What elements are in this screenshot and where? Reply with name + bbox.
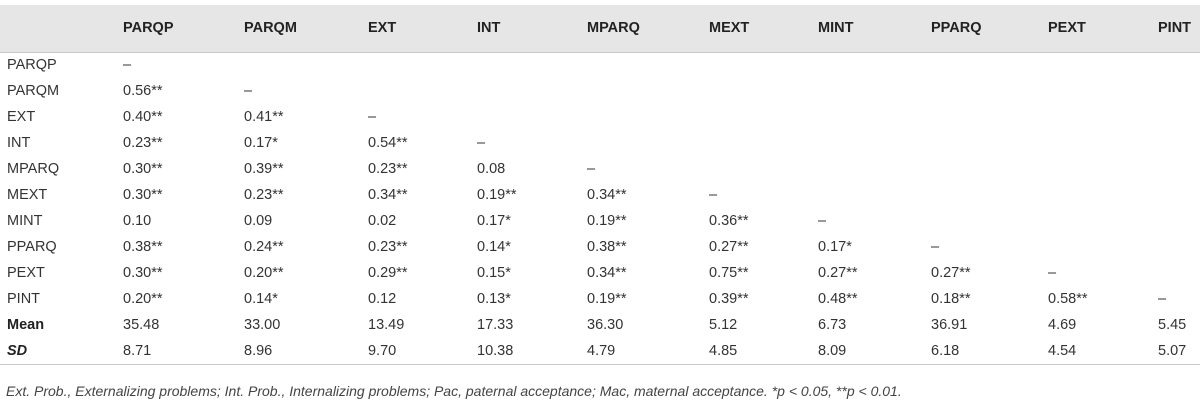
table-cell — [471, 104, 581, 130]
table-cell: 0.19** — [587, 213, 627, 229]
table-cell: 5.12 — [709, 317, 738, 333]
table-cell: – — [931, 239, 940, 255]
table-cell: 0.30** — [123, 187, 163, 203]
table-cell: 0.14* — [244, 291, 278, 307]
table-cell: – — [1158, 291, 1167, 307]
table-cell: 0.17* — [477, 213, 511, 229]
table-cell: 0.34** — [587, 265, 627, 281]
row-label: PARQP — [7, 57, 57, 74]
row-label: PINT — [7, 291, 41, 307]
table-cell — [1042, 104, 1152, 130]
table-cell: 0.10 — [123, 213, 152, 229]
mean-row — [0, 312, 1200, 338]
table-cell: 0.58** — [1048, 291, 1088, 307]
table-cell — [812, 182, 925, 208]
row-label: MINT — [7, 213, 43, 229]
table-cell: 4.85 — [703, 338, 812, 364]
row-label: PARQM — [7, 83, 60, 99]
table-cell: – — [477, 135, 486, 151]
table-cell — [1042, 156, 1152, 182]
table-cell: 0.36** — [709, 213, 749, 229]
column-header: EXT — [362, 5, 471, 52]
column-header: PARQP — [117, 5, 238, 52]
table-cell: 0.38** — [587, 239, 627, 255]
table-cell: 0.56** — [123, 83, 163, 99]
table-cell: 0.34** — [368, 187, 408, 203]
table-cell — [703, 78, 812, 104]
table-cell: 13.49 — [368, 317, 405, 333]
table-cell: – — [587, 161, 596, 177]
table-cell: 0.29** — [368, 265, 408, 281]
table-body — [0, 52, 1200, 364]
table-cell — [1042, 208, 1152, 234]
table-cell: 0.23** — [244, 187, 284, 203]
table-cell: 6.73 — [818, 317, 847, 333]
table-cell — [1042, 234, 1152, 260]
row-label: EXT — [7, 109, 36, 125]
table-cell: 0.02 — [368, 213, 397, 229]
table-cell: 17.33 — [477, 317, 514, 333]
table-cell: 0.27** — [818, 265, 858, 281]
table-cell — [925, 182, 1042, 208]
column-header: MINT — [812, 5, 925, 52]
row-label: PEXT — [7, 265, 45, 281]
table-cell — [1042, 52, 1152, 78]
table-cell — [1152, 78, 1200, 104]
table-cell — [925, 130, 1042, 156]
table-cell — [1152, 156, 1200, 182]
table-cell — [471, 78, 581, 104]
row-label: MPARQ — [7, 161, 60, 177]
table-row — [0, 234, 1200, 260]
table-cell — [1152, 182, 1200, 208]
table-cell — [812, 156, 925, 182]
table-cell: 0.24** — [244, 239, 284, 255]
table-cell: 0.17* — [818, 239, 852, 255]
row-label: PPARQ — [7, 239, 57, 255]
table-cell: 33.00 — [244, 317, 281, 333]
table-cell — [812, 78, 925, 104]
table-cell — [925, 52, 1042, 78]
row-label: SD — [0, 338, 117, 364]
table-cell: 4.54 — [1042, 338, 1152, 364]
table-cell: 0.39** — [244, 161, 284, 177]
table-row — [0, 156, 1200, 182]
table-cell — [925, 156, 1042, 182]
table-footnote: Ext. Prob., Externalizing problems; Int. Prob., Internalizing problems; Pac, paternal acceptance; Mac, maternal acceptance. *p < 0.05, **p < 0.01. — [6, 383, 902, 399]
row-label: MEXT — [7, 187, 48, 203]
table-cell — [703, 52, 812, 78]
table-cell — [812, 130, 925, 156]
table-cell: 0.18** — [931, 291, 971, 307]
table-cell — [1042, 130, 1152, 156]
table-row — [0, 78, 1200, 104]
table-cell — [1152, 130, 1200, 156]
table-cell: 6.18 — [925, 338, 1042, 364]
table-cell: 5.07 — [1152, 338, 1200, 364]
table-cell: 0.48** — [818, 291, 858, 307]
column-header: INT — [471, 5, 581, 52]
table-cell — [925, 104, 1042, 130]
table-cell: 0.23** — [368, 239, 408, 255]
correlation-table-container — [0, 5, 1200, 365]
table-cell: 8.96 — [238, 338, 362, 364]
table-cell: 0.23** — [123, 135, 163, 151]
correlation-table — [0, 5, 1200, 365]
table-cell: 8.71 — [117, 338, 238, 364]
table-cell: – — [1048, 265, 1057, 281]
table-cell: – — [818, 213, 827, 229]
table-row — [0, 130, 1200, 156]
table-cell: 0.13* — [477, 291, 511, 307]
table-cell — [238, 52, 362, 78]
table-row — [0, 286, 1200, 312]
table-cell — [925, 78, 1042, 104]
table-cell — [1152, 260, 1200, 286]
table-row — [0, 208, 1200, 234]
table-cell: 0.09 — [244, 213, 273, 229]
table-cell: 0.19** — [587, 291, 627, 307]
table-cell: – — [368, 109, 377, 125]
table-header-row — [0, 5, 1200, 52]
table-cell: – — [123, 57, 132, 74]
table-cell — [812, 52, 925, 78]
table-cell — [703, 130, 812, 156]
table-cell: 0.54** — [368, 135, 408, 151]
table-cell — [471, 52, 581, 78]
table-cell — [1042, 182, 1152, 208]
table-cell: 0.12 — [368, 291, 397, 307]
table-cell — [362, 52, 471, 78]
table-cell — [581, 104, 703, 130]
table-cell: 36.30 — [587, 317, 624, 333]
row-label: INT — [7, 135, 31, 151]
table-cell: 36.91 — [931, 317, 968, 333]
table-cell: 0.75** — [709, 265, 749, 281]
table-cell: 0.20** — [244, 265, 284, 281]
table-row — [0, 52, 1200, 78]
table-cell: 0.30** — [123, 265, 163, 281]
table-cell — [812, 104, 925, 130]
table-cell: 0.40** — [123, 109, 163, 125]
table-cell — [1152, 234, 1200, 260]
table-cell — [1152, 52, 1200, 78]
header-corner-cell — [0, 5, 117, 52]
table-cell: 0.14* — [477, 239, 511, 255]
table-cell: 0.08 — [477, 161, 506, 177]
column-header: MPARQ — [581, 5, 703, 52]
table-cell — [925, 208, 1042, 234]
table-cell — [1042, 78, 1152, 104]
column-header: PINT — [1152, 5, 1200, 52]
table-cell — [581, 130, 703, 156]
table-cell: 35.48 — [123, 317, 160, 333]
column-header: PEXT — [1042, 5, 1152, 52]
table-cell: 0.19** — [477, 187, 517, 203]
table-row — [0, 182, 1200, 208]
table-cell — [1152, 104, 1200, 130]
table-cell — [581, 52, 703, 78]
table-cell: – — [244, 83, 253, 99]
table-cell: 0.38** — [123, 239, 163, 255]
table-cell: 10.38 — [471, 338, 581, 364]
row-label: Mean — [7, 317, 45, 333]
table-cell: 4.79 — [581, 338, 703, 364]
table-cell: 0.23** — [368, 161, 408, 177]
table-cell: 5.45 — [1158, 317, 1187, 333]
table-row — [0, 260, 1200, 286]
column-header: PARQM — [238, 5, 362, 52]
table-cell: 0.20** — [123, 291, 163, 307]
table-cell — [581, 78, 703, 104]
table-cell: 8.09 — [812, 338, 925, 364]
table-cell — [362, 78, 471, 104]
table-cell: 9.70 — [362, 338, 471, 364]
sd-row — [0, 338, 1200, 364]
table-cell: 0.30** — [123, 161, 163, 177]
table-cell: 0.17* — [244, 135, 278, 151]
column-header: PPARQ — [925, 5, 1042, 52]
table-cell — [703, 104, 812, 130]
table-cell: 0.41** — [244, 109, 284, 125]
table-cell: – — [709, 187, 718, 203]
table-cell — [703, 156, 812, 182]
table-cell: 0.15* — [477, 265, 511, 281]
table-cell: 0.39** — [709, 291, 749, 307]
table-cell: 0.34** — [587, 187, 627, 203]
table-cell: 0.27** — [709, 239, 749, 255]
column-header: MEXT — [703, 5, 812, 52]
table-cell: 0.27** — [931, 265, 971, 281]
table-cell: 4.69 — [1048, 317, 1077, 333]
table-cell — [1152, 208, 1200, 234]
table-row — [0, 104, 1200, 130]
